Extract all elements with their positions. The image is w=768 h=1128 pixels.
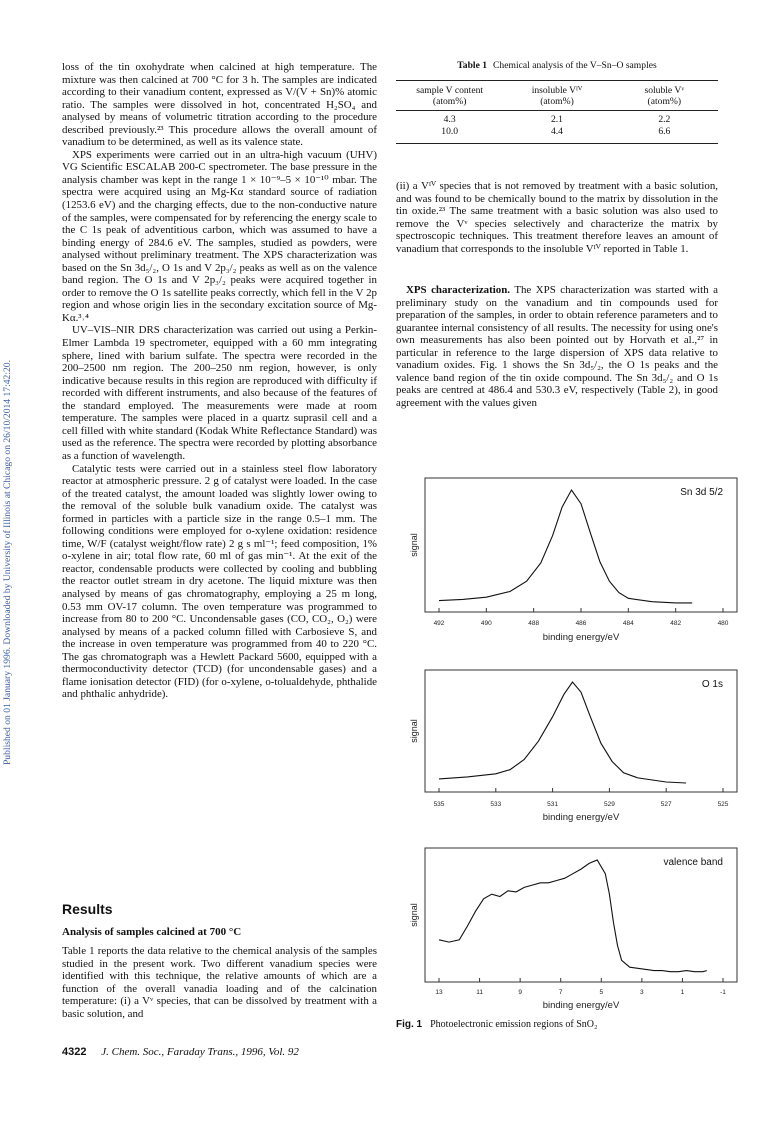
tick-label: 13 [435,989,443,996]
table-cell: 4.3 [443,114,456,125]
tick-label: 535 [433,801,445,808]
tick-label: 11 [476,989,483,996]
subsection-heading: Analysis of samples calcined at 700 °C [62,926,242,938]
tick-label: 490 [480,620,492,627]
tick-label: 5 [599,989,604,996]
tick-label: 9 [518,989,522,996]
tick-label: 492 [433,620,445,627]
spectrum-line [439,490,692,603]
panel-title: Sn 3d 5/2 [680,487,723,498]
figure-caption [396,1019,597,1030]
download-sidebar: Published on 01 January 1996. Downloaded by University of Illinois at Chicago on 26/10/2014 17:42:20. [2,359,13,766]
journal-citation: J. Chem. Soc., Faraday Trans., 1996, Vol. 92 [101,1046,299,1058]
table-1 [396,60,718,144]
xps-heading: XPS characterization. [406,284,511,296]
table-caption [396,60,718,71]
column-header: insoluble Vᴵⱽ (atom%) [531,85,583,107]
paragraph: Table 1 reports the data relative to the chemical analysis of the samples studied in the present work. Two different vanadium species were identified with this technique, the relative amounts of which are a function of the overall vanadia loading and of the calcination temperature: (i) a Vᵛ species, that can be dissolved by treatment with a basic solution, and [62,945,377,1020]
spectrum-line [439,860,707,972]
table-cell: 6.6 [658,125,671,137]
paragraph: loss of the tin oxohydrate when calcined at high temperature. The mixture was then calcined at 700 °C for 3 h. The samples are indicated according to their vanadium content, expressed as V/(V + Sn)% atomic ratio. The samples were dissolved in hot, concentrated H₂SO₄ and analysed by means of volumetric titration according to the procedure described previously.²³ This procedure allows the overall amount of vanadium to be determined, as well as its valence state. [62,61,377,149]
tick-label: 533 [490,801,502,808]
table-row [396,126,718,138]
paragraph: UV–VIS–NIR DRS characterization was carried out using a Perkin-Elmer Lambda 19 spectrometer, equipped with a 60 mm integrating sphere, lined with barium sulfate. The spectra were recorded in the 200–2500 nm region. The 200–250 nm region, however, is only indicative because results in this region are reproduced with difficulty if recorded with different instruments, and also because of the features of the standard employed. The measurements were made at room temperature. The samples were placed in a quartz suprasil cell and a cell filled with white standard (Kodak White Reflectance Standard) was used as the reference. The spectra were recorded by plotting absorbance as a function of wavelength. [62,324,377,462]
y-axis-label: signal [409,533,419,557]
tick-label: 529 [603,801,615,808]
left-column [62,61,377,701]
tick-label: 3 [640,989,644,996]
table-header [396,81,718,110]
y-axis-label: signal [409,719,419,743]
y-axis-label: signal [409,903,419,927]
page-number: 4322 [62,1046,87,1058]
tick-label: 527 [660,801,672,808]
tick-label: 525 [717,801,729,808]
paragraph: Catalytic tests were carried out in a stainless steel flow laboratory reactor at atmospheric pressure. 2 g of catalyst were loaded. In the case of the treated catalyst, the amount loaded was slightly lower owing to the removal of the soluble bulk vanadium oxide. The catalyst was formed in particles with a particle size in the range 0.5–1 mm. The following conditions were employed for o-xylene oxidation: residence time, W/F (catalyst weight/flow rate) 2 g s ml⁻¹; feed composition, 1% o-xylene in air; total flow rate, 60 ml of gas min⁻¹. At the exit of the reactor, condensable products were collected by cooling and bubbling the reactor outlet stream in dry acetone. The liquid mixture was then analysed by means of gas chromatography, employing a 25 m long, 0.53 mm OV-17 column. The oven temperature was programmed to increase from 80 to 200 °C. Uncondensable gases (CO, CO₂, O₂) were analysed by means of a packed column filled with Carbosieve S, and the increase in oven temperature was programmed from 40 to 220 °C. The gas chromatograph was a Hewlett Packard 5600, equipped with a thermoconductivity detector (TCD) (for uncondensable gases) and a flame ionisation detector (FID) (for o-xylene, o-tolualdehyde, phthalide and phthalic anhydride). [62,462,377,701]
table-row [396,114,718,126]
tick-label: 480 [717,620,729,627]
tick-label: 531 [547,801,559,808]
plot-frame [425,848,737,982]
spectrum-line [439,682,686,783]
table-cell: 2.1 [550,114,563,125]
column-header: sample V content (atom%) [416,85,484,107]
tick-label: 484 [622,620,634,627]
right-column-xps [396,284,718,409]
tick-label: 488 [528,620,540,627]
panel-title: O 1s [701,679,723,690]
page-footer [62,1046,299,1058]
paragraph: XPS experiments were carried out in an ultra-high vacuum (UHV) VG Scientific ESCALAB 200-C spectrometer. The base pressure in the analysis chamber was kept in the range 1 × 10⁻⁹–5 × 10⁻¹⁰ mbar. The spectra were acquired using an Mg-Kα standard source of radiation (1253.6 eV) and the charging effects, due to the non-conductive nature of the samples, were compensated for by referencing the energy scale to the C 1s peak of adventitious carbon, which was assumed to have a binding energy of 284.6 eV. The samples, studied as powders, were analysed without preliminary treatment. The XPS characterization was based on the Sn 3d₅/₂, O 1s and V 2p₃/₂ peaks as well as on the valence band region. The O 1s and V 2p₃/₂ peaks were acquired together in order to remove the O 1s satellite peaks correctly, which fell in the V 2p region and whose origin lies in the secondary excitation source of Mg-Kα.³˒⁴ [62,148,377,324]
figure-caption-text: Photoelectronic emission regions of SnO₂ [430,1019,598,1030]
tick-label: -1 [720,989,726,996]
tick-label: 1 [680,989,685,996]
table-cell: 4.4 [550,125,563,137]
table-cell: 2.2 [658,114,671,125]
x-axis-label: binding energy/eV [542,632,620,643]
paragraph: XPS characterization. The XPS characterization was started with a preliminary study on the vanadium and tin compounds used for preparation of the samples, in order to obtain reference parameters and to guarantee internal consistency of all results. The necessity for using one's own measurements has also been pointed out by Horvath et al.,²⁷ in particular in reference to the large dispersion of XPS data relative to vanadium oxides. Fig. 1 shows the Sn 3d₅/₂, the O 1s peaks and the valence band region of the tin oxide compound. The Sn 3d₅/₂ and O 1s peaks are centred at 486.4 and 530.3 eV, respectively (Table 2), in good agreement with the values given [396,284,718,409]
section-title-results: Results [62,901,113,917]
paragraph: (ii) a Vᴵⱽ species that is not removed by treatment with a basic solution, and was found to be chemically bound to the matrix by dissolution in the tin oxide.²³ The same treatment with a basic solution was also used to remove the Vᵛ species selectively and characterize the matrix by spectroscopic techniques. This treatment therefore leaves an amount of vanadium that corresponds to the insoluble Vᴵⱽ reported in Table 1. [396,180,718,255]
table-cell: 10.0 [441,125,459,137]
x-axis-label: binding energy/eV [542,1000,620,1011]
table-title: Chemical analysis of the V–Sn–O samples [493,60,657,71]
figure-label: Fig. 1 [396,1019,423,1030]
table-label: Table 1 [457,60,488,71]
tick-label: 482 [670,620,682,627]
plot-frame [425,478,737,612]
right-column-top [396,180,718,255]
plot-frame [425,670,737,792]
tick-label: 486 [575,620,587,627]
x-axis-label: binding energy/eV [542,812,620,823]
panel-title: valence band [663,857,723,868]
tick-label: 7 [558,989,563,996]
column-header: soluble Vᵛ (atom%) [644,85,685,107]
